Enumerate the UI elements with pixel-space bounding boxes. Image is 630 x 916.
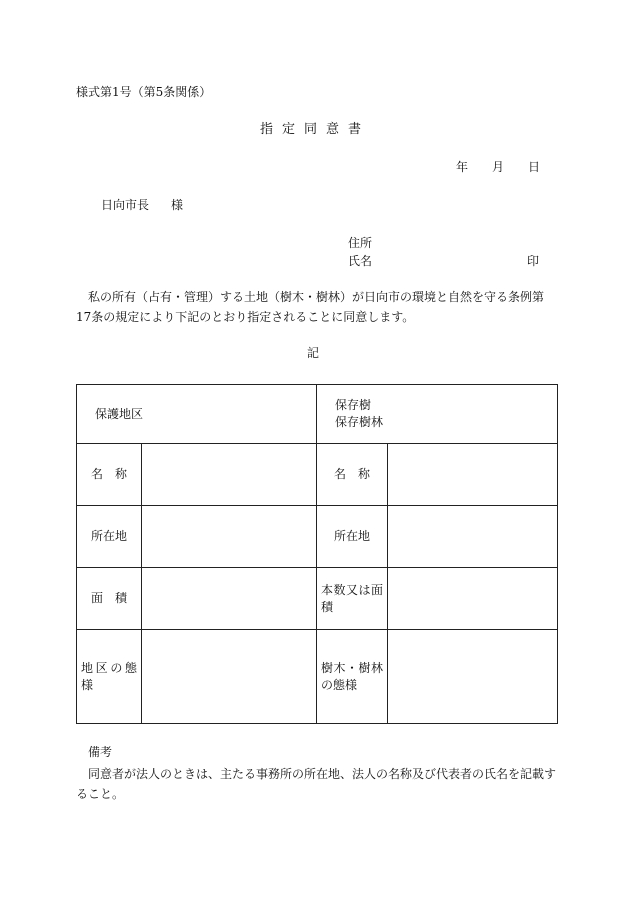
date-year-label: 年 (456, 160, 469, 174)
left-location-field[interactable] (142, 506, 317, 568)
right-name-field[interactable] (388, 444, 558, 506)
form-number: 様式第1号（第5条関係） (76, 85, 212, 99)
address-label: 住所 (348, 236, 373, 250)
consent-statement: 私の所有（占有・管理）する土地（樹木・樹林）が日向市の環境と自然を守る条例第17条の規定により下記のとおり指定されることに同意します。 (76, 290, 545, 324)
left-district-condition-field[interactable] (142, 630, 317, 724)
right-tree-condition-label: 樹木・樹林の態様 (317, 630, 388, 724)
designation-table (76, 384, 558, 724)
right-count-or-area-label: 本数又は面積 (317, 568, 388, 630)
right-name-label: 名 称 (317, 444, 388, 506)
addressee-honorific: 様 (171, 198, 184, 212)
seal-label: 印 (527, 254, 540, 268)
table-row (77, 444, 558, 506)
document-title: 指定同意書 (260, 122, 371, 137)
table-header-row (77, 385, 558, 444)
left-location-label: 所在地 (77, 506, 142, 568)
preserved-tree-header (317, 385, 558, 444)
preserved-forest-label: 保存樹林 (335, 415, 384, 429)
table-row (77, 568, 558, 630)
name-label: 氏名 (348, 254, 373, 268)
date-day-label: 日 (528, 160, 541, 174)
remarks-text: 同意者が法人のときは、主たる事務所の所在地、法人の名称及び代表者の氏名を記載すること。 (76, 767, 557, 801)
right-count-or-area-field[interactable] (388, 568, 558, 630)
remarks-heading: 備考 (88, 745, 113, 759)
right-location-field[interactable] (388, 506, 558, 568)
left-name-field[interactable] (142, 444, 317, 506)
left-district-condition-label: 地区の態様 (77, 630, 142, 724)
table-row (77, 630, 558, 724)
right-tree-condition-field[interactable] (388, 630, 558, 724)
preserved-tree-label: 保存樹 (335, 398, 372, 412)
left-area-field[interactable] (142, 568, 317, 630)
left-area-label: 面 積 (77, 568, 142, 630)
protected-area-header: 保護地区 (77, 385, 317, 444)
ki-heading: 記 (307, 346, 320, 360)
table-row (77, 506, 558, 568)
right-location-label: 所在地 (317, 506, 388, 568)
left-name-label: 名 称 (77, 444, 142, 506)
date-month-label: 月 (492, 160, 505, 174)
addressee-name: 日向市長 (101, 198, 150, 212)
